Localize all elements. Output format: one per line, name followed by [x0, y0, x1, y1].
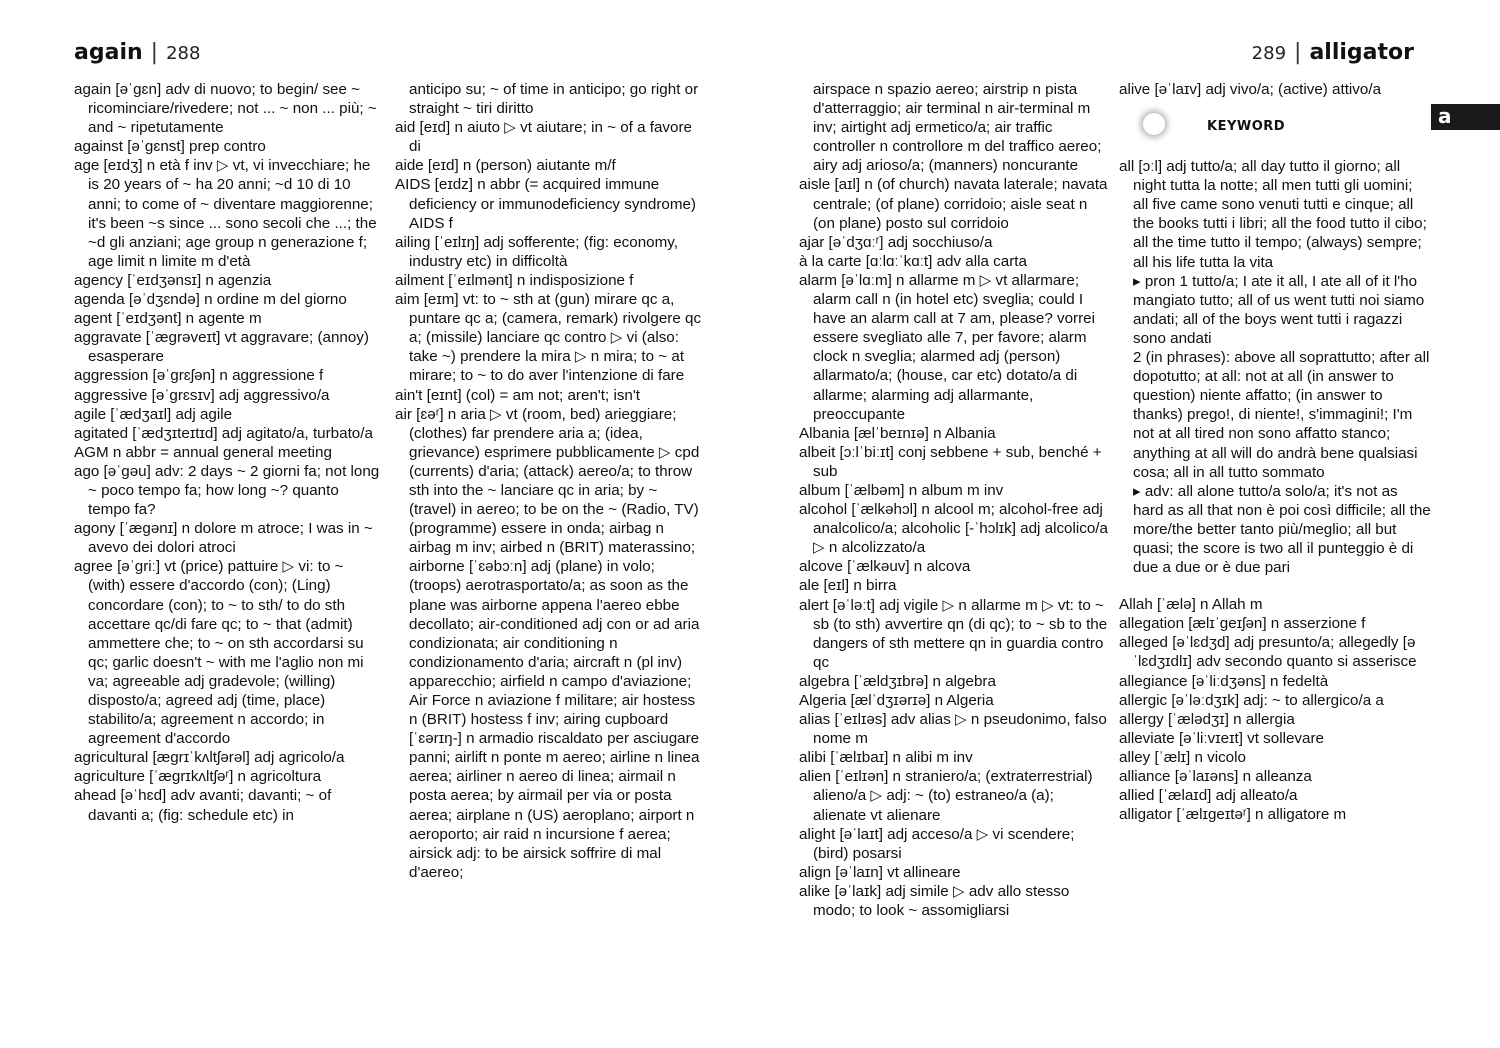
- left-page-number: 288: [166, 43, 201, 64]
- entry-ailment: ailment [ˈeɪlmənt] n indisposizione f: [395, 271, 634, 289]
- entry-ago: ago [əˈɡəu] adv: 2 days ~ 2 giorni fa; not long ~ poco tempo fa; how long ~? quanto tempo fa?: [74, 462, 380, 519]
- entry-alcove: alcove [ˈælkəuv] n alcova: [799, 558, 971, 576]
- entry-aggravate: aggravate [ˈæɡrəveɪt] vt aggravare; (annoy) esasperare: [74, 329, 369, 366]
- entry-align: align [əˈlaɪn] vt allineare: [799, 863, 961, 881]
- entry-ajar: ajar [əˈdʒɑːʳ] adj socchiuso/a: [799, 233, 993, 251]
- entry-ahead-continued: anticipo su; ~ of time in anticipo; go right or straight ~ tiri diritto: [409, 81, 699, 118]
- entry-a-la-carte: à la carte [ɑːlɑːˈkɑːt] adv alla carta: [799, 252, 1027, 270]
- entry-air-continued: airspace n spazio aereo; airstrip n pista d'atterraggio; air terminal n air-terminal m inv; airtight adj ermetico/a; air traffic controller n controllore m del traffico aereo; airy adj arioso/a; (manners) noncurante: [813, 81, 1102, 175]
- entry-aggression: aggression [əˈɡrɛʃən] n aggressione f: [74, 367, 324, 385]
- entry-ale: ale [eɪl] n birra: [799, 577, 897, 595]
- entry-agent: agent [ˈeɪdʒənt] n agente m: [74, 310, 262, 328]
- entry-agony: agony [ˈæɡənɪ] n dolore m atroce; I was in ~ avevo dei dolori atroci: [74, 520, 373, 557]
- entry-alert: alert [əˈləːt] adj vigile ▷ n allarme m ▷ vt: to ~ sb (to sth) avvertire qn (di qc); to ~ sb to the dangers of sth mettere qn in guardia contro qc: [799, 596, 1108, 671]
- entry-ahead: ahead [əˈhɛd] adv avanti; davanti; ~ of davanti a; (fig: schedule etc) in: [74, 787, 332, 824]
- thumb-index-tab: a: [1431, 104, 1500, 130]
- entry-alleviate: alleviate [əˈliːvɪeɪt] vt sollevare: [1119, 729, 1324, 747]
- column-3: [799, 80, 1109, 920]
- keyword-circle-icon: [1143, 113, 1165, 135]
- entry-aids: AIDS [eɪdz] n abbr (= acquired immune deficiency or immunodeficiency syndrome) AIDS f: [395, 176, 696, 232]
- entry-allegiance: allegiance [əˈliːdʒəns] n fedeltà: [1119, 672, 1329, 690]
- right-page-number: 289: [1251, 43, 1287, 64]
- entry-aint: ain't [eɪnt] (col) = am not; aren't; isn't: [395, 386, 640, 404]
- entry-alike: alike [əˈlaɪk] adj simile ▷ adv allo stesso modo; to look ~ assomigliarsi: [799, 882, 1070, 920]
- entry-age: age [eɪdʒ] n età f inv ▷ vt, vi invecchiare; he is 20 years of ~ ha 20 anni; ~d 10 di 10 anni; to come of ~ diventare maggiorenne; it's been ~s since ... sono secoli che ...; the ~d gli anziani; age group n generazione f; age limit n limite m d'età: [74, 157, 377, 270]
- entry-alcohol: alcohol [ˈælkəhɔl] n alcool m; alcohol-free adj analcolico/a; alcoholic [-ˈhɔlɪk] adj alcolico/a ▷ n alcolizzato/a: [799, 501, 1108, 557]
- keyword-box: [1119, 99, 1431, 157]
- left-guide-word: again: [74, 40, 143, 65]
- entry-aid: aid [eɪd] n aiuto ▷ vt aiutare; in ~ of a favore di: [395, 119, 692, 156]
- right-guide-word: alligator: [1309, 40, 1414, 65]
- spacer: [1119, 577, 1431, 595]
- header-separator: |: [1294, 40, 1302, 65]
- entry-algebra: algebra [ˈældʒɪbrə] n algebra: [799, 672, 996, 690]
- entry-agree: agree [əˈɡriː] vt (price) pattuire ▷ vi: to ~ (with) essere d'accordo (con); (Ling) concordare (con); to ~ to sth/ to do sth accettare qc/di fare qc; to ~ that (admit) ammettere che; to ~ on sth accordarsi su qc; garlic doesn't ~ with me l'aglio non mi va; agreeable adj gradevole; (willing) disposto/a; agreed adj (time, place) stabilito/a; agreement n accordo; in agreement d'accordo: [74, 558, 364, 748]
- entry-aggressive: aggressive [əˈɡrɛsɪv] adj aggressivo/a: [74, 386, 330, 404]
- entry-agricultural: agricultural [æɡrɪˈkʌltʃərəl] adj agricolo/a: [74, 749, 345, 767]
- entry-all-phrases: 2 (in phrases): above all soprattutto; after all dopotutto; at all: not at all (in answer to question) niente affatto; (in answer to thanks) prego!, di niente!, s'immagini!; I'm not at all tired non sono affatto stanco; anything at all will do andrà bene qualsiasi cosa; all in all tutto sommato: [1133, 349, 1430, 481]
- entry-air: air [ɛəʳ] n aria ▷ vt (room, bed) arieggiare; (clothes) far prendere aria a; (idea, grievance) esprimere pubblicamente ▷ cpd (currents) d'aria; (attack) aereo/a; to throw sth into the ~ lanciare qc in aria; by ~ (travel) in aereo; to be on the ~ (Radio, TV) (programme) essere in onda; airbag n airbag m inv; airbed n (BRIT) materassino; airborne [ˈɛəbɔːn] adj (plane) in volo; (troops) aerotrasportato/a; as soon as the plane was airborne appena l'aereo ebbe decollato; air-conditioned adj con or ad aria condizionata; air conditioning n condizionamento d'aria; aircraft n (pl inv) apparecchio; airfield n campo d'aviazione; Air Force n aviazione f militare; air hostess n (BRIT) hostess f inv; airing cupboard [ˈɛərɪŋ-] n armadio riscaldato per asciugare panni; airlift n ponte m aereo; airline n linea aerea; airliner n aereo di linea; airmail n posta aerea; by airmail per via or posta aerea; airplane n (US) aeroplano; airport n aeroporto; air raid n incursione f aerea; airsick adj: to be airsick soffrire di mal d'aereo;: [395, 405, 700, 881]
- entry-agm: AGM n abbr = annual general meeting: [74, 443, 332, 461]
- entry-alight: alight [əˈlaɪt] adj acceso/a ▷ vi scendere; (bird) posarsi: [799, 825, 1075, 862]
- entry-allegation: allegation [ælɪˈɡeɪʃən] n asserzione f: [1119, 615, 1366, 633]
- entry-agency: agency [ˈeɪdʒənsɪ] n agenzia: [74, 271, 272, 289]
- column-4: [1119, 80, 1431, 824]
- entry-alliance: alliance [əˈlaɪəns] n alleanza: [1119, 768, 1312, 785]
- entry-against: against [əˈɡɛnst] prep contro: [74, 138, 266, 156]
- entry-album: album [ˈælbəm] n album m inv: [799, 481, 1004, 499]
- entry-alarm: alarm [əˈlɑːm] n allarme m ▷ vt allarmare; alarm call n (in hotel etc) sveglia; could I have an alarm call at 7 am, please? vorrei essere svegliato alle 7, per favore; alarm clock n sveglia; alarmed adj (person) allarmato/a; (house, car etc) dotato/a di allarme; alarming adj allarmante, preoccupante: [799, 271, 1095, 423]
- entry-alias: alias [ˈeɪlɪəs] adv alias ▷ n pseudonimo, falso nome m: [799, 711, 1107, 748]
- entry-agitated: agitated [ˈædʒɪteɪtɪd] adj agitato/a, turbato/a: [74, 424, 373, 442]
- entry-aim: aim [eɪm] vt: to ~ sth at (gun) mirare qc a, puntare qc a; (camera, remark) rivolgere qc a; (missile) lanciare qc contro ▷ vi (also: take ~) prendere la mira ▷ n mira; to ~ at mirare; to ~ to do aver l'intenzione di fare: [395, 291, 702, 385]
- entry-aide: aide [eɪd] n (person) aiutante m/f: [395, 157, 616, 175]
- entry-alibi: alibi [ˈælɪbaɪ] n alibi m inv: [799, 749, 973, 767]
- entry-all-pron: ▸ pron 1 tutto/a; I ate it all, I ate all of it l'ho mangiato tutto; all of us went tutti noi siamo andati; all of the boys went tutti i ragazzi sono andati: [1133, 272, 1425, 347]
- entry-alley: alley [ˈælɪ] n vicolo: [1119, 748, 1246, 766]
- entry-allergy: allergy [ˈælədʒɪ] n allergia: [1119, 710, 1295, 728]
- entry-aisle: aisle [aɪl] n (of church) navata laterale; navata centrale; (of plane) corridoio; aisle seat n (on plane) posto sul corridoio: [799, 176, 1108, 232]
- entry-algeria: Algeria [ælˈdʒɪərɪə] n Algeria: [799, 692, 994, 709]
- entry-agenda: agenda [əˈdʒɛndə] n ordine m del giorno: [74, 291, 347, 309]
- entry-allergic: allergic [əˈləːdʒɪk] adj: ~ to allergico/a a: [1119, 691, 1384, 709]
- entry-all: all [ɔːl] adj tutto/a; all day tutto il giorno; all night tutta la notte; all men tutti gli uomini; all five came sono venuti tutti e cinque; all the books tutti i libri; all the food tutto il cibo; all the time tutto il tempo; (always) sempre; all his life tutta la vita: [1119, 158, 1427, 271]
- header-left: [74, 40, 200, 65]
- entry-allah: Allah [ˈælə] n Allah m: [1119, 596, 1263, 614]
- entry-agriculture: agriculture [ˈæɡrɪkʌltʃəʳ] n agricoltura: [74, 768, 322, 786]
- entry-ailing: ailing [ˈeɪlɪŋ] adj sofferente; (fig: economy, industry etc) in difficoltà: [395, 233, 678, 270]
- entry-alive: alive [əˈlaɪv] adj vivo/a; (active) attivo/a: [1119, 81, 1382, 98]
- entry-allied: allied [ˈælaɪd] adj alleato/a: [1119, 787, 1298, 805]
- entry-alligator: alligator [ˈælɪɡeɪtəʳ] n alligatore m: [1119, 806, 1347, 824]
- header-right: [1252, 40, 1414, 65]
- keyword-label: KEYWORD: [1207, 119, 1286, 135]
- entry-alleged: alleged [əˈlɛdʒd] adj presunto/a; allegedly [əˈlɛdʒɪdlɪ] adv secondo quanto si asserisce: [1119, 634, 1417, 671]
- entry-all-adv: ▸ adv: all alone tutto/a solo/a; it's not as hard as all that non è poi così difficile; all the more/the better tanto più/meglio; all but quasi; the score is two all il punteggio è di due a due or è due pari: [1133, 482, 1431, 577]
- entry-agile: agile [ˈædʒaɪl] adj agile: [74, 405, 233, 423]
- entry-albania: Albania [ælˈbeɪnɪə] n Albania: [799, 424, 996, 442]
- entry-alien: alien [ˈeɪlɪən] n straniero/a; (extraterrestrial) alieno/a ▷ adj: ~ (to) estraneo/a (a); alienate vt alienare: [799, 768, 1093, 824]
- entry-albeit: albeit [ɔːlˈbiːɪt] conj sebbene + sub, benché + sub: [799, 443, 1102, 480]
- column-2: [395, 80, 705, 882]
- column-1: [74, 80, 384, 825]
- entry-again: again [əˈɡɛn] adv di nuovo; to begin/ see ~ ricominciare/rivedere; not ... ~ non ... più; ~ and ~ ripetutamente: [74, 81, 377, 137]
- header-separator: |: [150, 40, 159, 65]
